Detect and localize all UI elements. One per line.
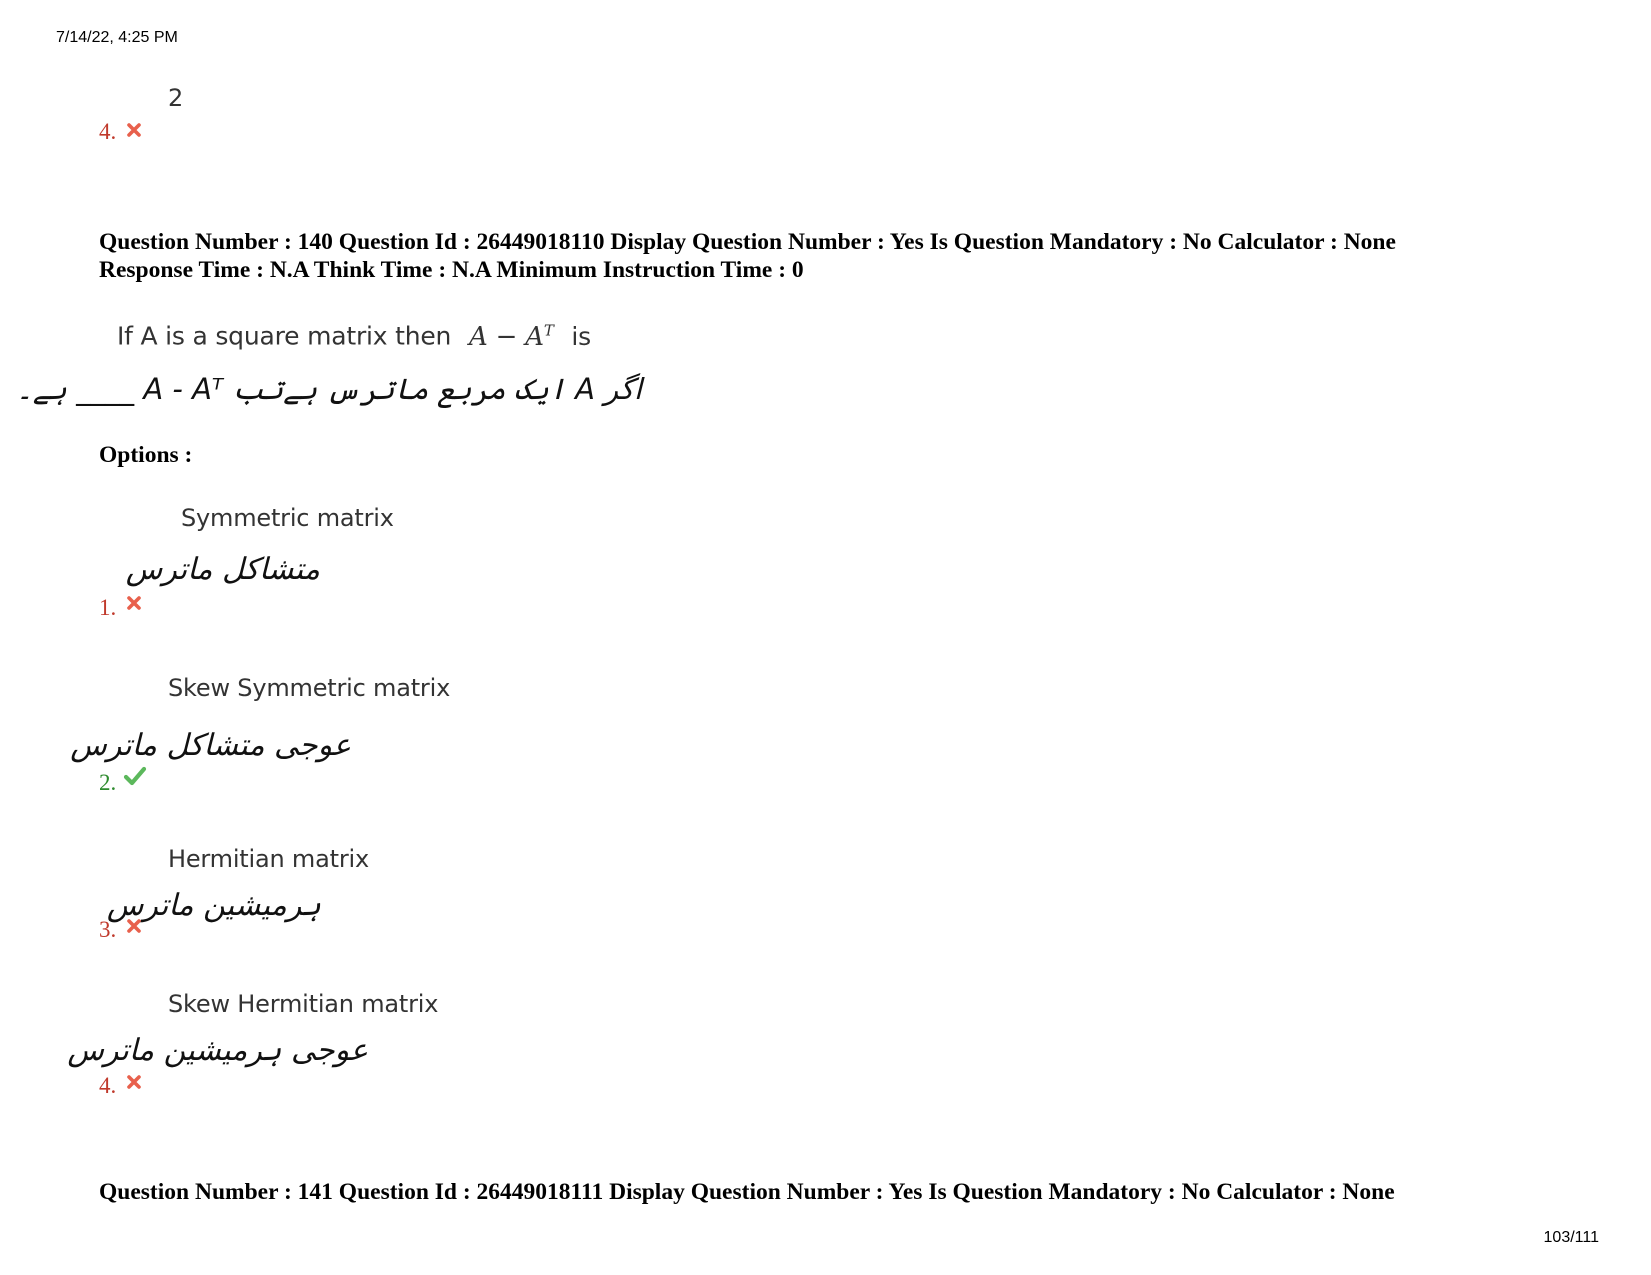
prev-option-number: 4.	[99, 119, 117, 144]
option-3-text-en: Hermitian matrix	[168, 845, 369, 873]
cross-icon	[126, 122, 142, 138]
option-2-number: 2.	[99, 770, 117, 795]
option-3-text-ur: ہرمیشین ماترس	[106, 888, 321, 923]
print-datetime: 7/14/22, 4:25 PM	[56, 29, 178, 46]
option-4-number: 4.	[99, 1073, 117, 1098]
option-3-number: 3.	[99, 917, 117, 942]
option-1-text-en: Symmetric matrix	[181, 504, 394, 532]
question-text-en	[117, 321, 591, 352]
question-meta-line2: Response Time : N.A Think Time : N.A Minimum Instruction Time : 0	[99, 257, 804, 283]
option-1-text-ur: متشاکل ماترس	[125, 552, 320, 587]
page-number: 103/111	[1543, 1229, 1599, 1246]
question-meta-line1: Question Number : 140 Question Id : 26449018110 Display Question Number : Yes Is Question Mandatory : No Calculator : None	[99, 229, 1396, 255]
option-2-text-ur: عوجی متشاکل ماترس	[70, 728, 351, 763]
question-math-expression: $A - A^T$	[468, 321, 554, 352]
question-text-suffix: is	[571, 321, 591, 351]
next-question-meta-line1: Question Number : 141 Question Id : 26449018111 Display Question Number : Yes Is Question Mandatory : No Calculator : None	[99, 1179, 1395, 1205]
options-label: Options :	[99, 442, 193, 468]
question-text-prefix: If A is a square matrix then	[117, 321, 452, 351]
option-4-text-ur: عوجی ہرمیشین ماترس	[67, 1033, 368, 1068]
cross-icon	[126, 595, 142, 611]
question-text-ur: اگر A ایک مربع ماترس ہےتب A - Aᵀ ____ ہے۔	[15, 372, 642, 406]
option-2-text-en: Skew Symmetric matrix	[168, 674, 451, 702]
option-4-text-en: Skew Hermitian matrix	[168, 990, 439, 1018]
cross-icon	[126, 918, 142, 934]
prev-option-content: 2	[168, 84, 184, 112]
check-icon	[123, 766, 147, 786]
option-1-number: 1.	[99, 595, 117, 620]
cross-icon	[126, 1074, 142, 1090]
